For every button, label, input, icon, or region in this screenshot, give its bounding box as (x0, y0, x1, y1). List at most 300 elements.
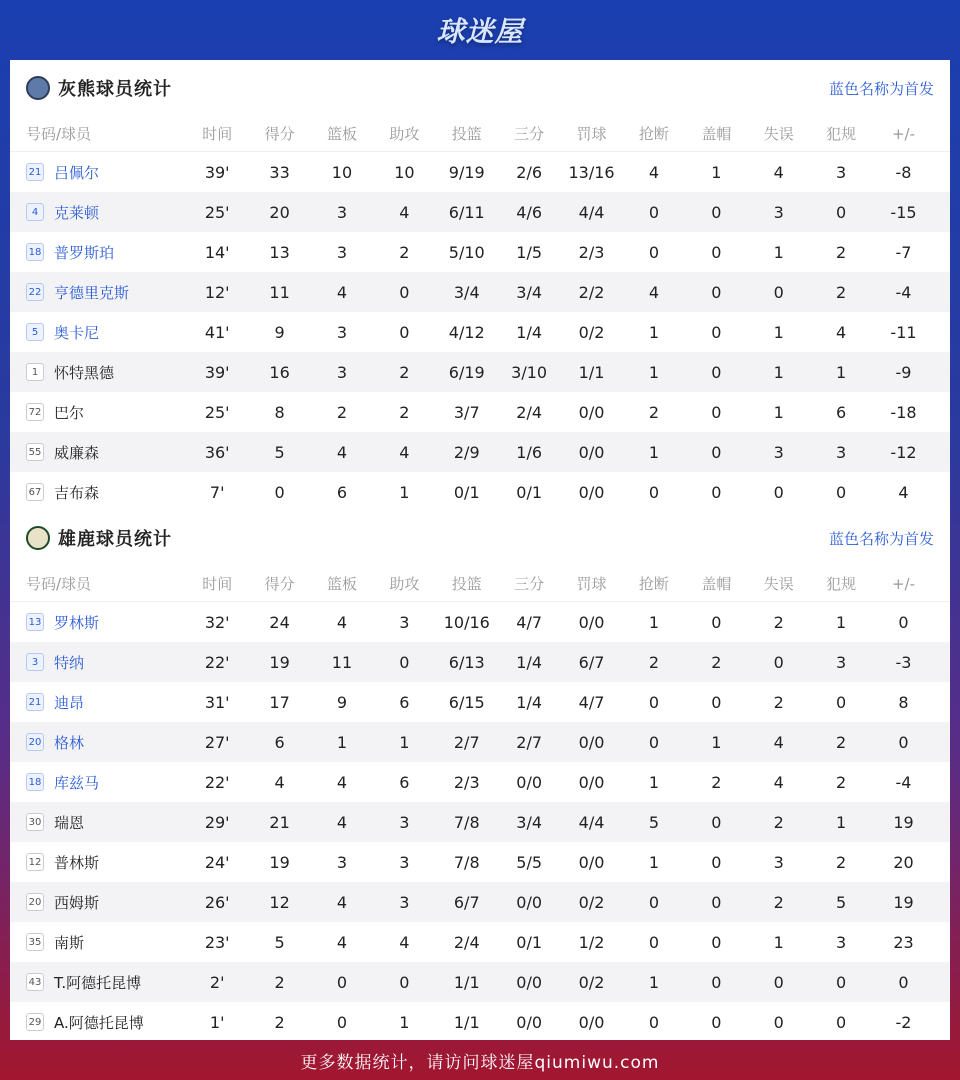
player-cell (10, 732, 186, 753)
stat-cell: 19 (269, 652, 290, 672)
player-cell (10, 162, 186, 183)
stat-cell: 2 (711, 652, 722, 672)
player-row[interactable] (10, 352, 950, 392)
player-row[interactable] (10, 642, 950, 682)
jersey-number-badge: 67 (26, 483, 44, 501)
player-row[interactable] (10, 312, 950, 352)
stat-cell: -18 (890, 402, 917, 422)
stat-cell: 2/4 (453, 932, 480, 952)
stat-cell: 0/0 (578, 772, 605, 792)
jersey-number-badge: 29 (26, 1013, 44, 1031)
player-name-link[interactable]: 奥卡尼 (54, 323, 100, 342)
column-header: 三分 (514, 575, 545, 593)
stat-cell: 2 (399, 242, 410, 262)
player-cell (10, 282, 186, 303)
player-row[interactable] (10, 472, 950, 512)
stat-cell: 0/0 (578, 1012, 605, 1032)
stat-cell: 3 (836, 162, 847, 182)
stat-cell: 0/0 (578, 482, 605, 502)
stat-cell: 0 (648, 932, 660, 952)
jersey-number-badge: 18 (26, 243, 44, 261)
stat-cell: 2 (274, 972, 285, 992)
stat-cell: -4 (895, 282, 912, 302)
stat-cell: 0 (773, 652, 784, 672)
stat-cell: 2/4 (516, 402, 543, 422)
column-header-row (10, 116, 950, 152)
stat-cell: 4 (399, 202, 410, 222)
stat-cell: 2 (836, 242, 847, 262)
stat-cell: 2/9 (453, 442, 480, 462)
stat-cell: 4/6 (516, 202, 543, 222)
jersey-number-badge: 20 (26, 733, 44, 751)
player-name-link[interactable]: 普林斯 (54, 853, 100, 872)
player-row[interactable] (10, 432, 950, 472)
header-bar (0, 0, 960, 60)
stat-cell: 3 (773, 202, 784, 222)
player-name-link[interactable]: 克莱顿 (54, 203, 100, 222)
stat-cell: 3 (836, 652, 847, 672)
stat-cell: 4 (274, 772, 285, 792)
column-header: 得分 (264, 125, 295, 143)
stat-cell: 0 (648, 482, 660, 502)
player-name-link[interactable]: T.阿德托昆博 (54, 973, 142, 992)
stat-cell: 3 (336, 362, 348, 382)
stat-cell: 3 (336, 852, 348, 872)
player-cell (10, 322, 186, 343)
player-name-link[interactable]: 吉布森 (54, 483, 100, 502)
player-row[interactable] (10, 842, 950, 882)
stat-cell: 2/7 (516, 732, 543, 752)
footer-text: 更多数据统计，请访问球迷屋qiumiwu.com (300, 1052, 660, 1073)
player-name-link[interactable]: 吕佩尔 (54, 163, 100, 182)
stat-cell: 4 (399, 932, 410, 952)
stat-cell: 1/1 (578, 362, 605, 382)
player-row[interactable] (10, 682, 950, 722)
player-cell (10, 1012, 186, 1033)
team-title: 雄鹿球员统计 (58, 529, 172, 550)
stat-cell: 8 (898, 692, 909, 712)
stat-cell: 1 (773, 932, 784, 952)
stat-cell: 2/2 (578, 282, 605, 302)
jersey-number-badge: 20 (26, 893, 44, 911)
player-name-link[interactable]: 南斯 (54, 933, 85, 952)
player-row[interactable] (10, 1002, 950, 1042)
stat-cell: 2 (773, 892, 784, 912)
jersey-number-badge: 13 (26, 613, 44, 631)
stat-cell: 26' (204, 892, 230, 912)
jersey-number-badge: 55 (26, 443, 44, 461)
stat-cell: 0 (711, 1012, 722, 1032)
column-header: 三分 (514, 125, 545, 143)
stat-cell: 0 (648, 1012, 660, 1032)
stat-cell: 0 (399, 652, 410, 672)
player-row[interactable] (10, 762, 950, 802)
stat-cell: 27' (204, 732, 230, 752)
stat-cell: 1 (399, 1012, 410, 1032)
stat-cell: 13 (269, 242, 290, 262)
stat-cell: 31' (204, 692, 230, 712)
player-row[interactable] (10, 722, 950, 762)
stat-cell: 7/8 (453, 812, 480, 832)
stat-cell: 1 (399, 482, 410, 502)
stat-cell: 1/4 (516, 692, 543, 712)
column-header: 抢断 (638, 125, 669, 143)
column-header: 失误 (763, 575, 794, 593)
player-cell (10, 402, 186, 423)
stat-cell: 4/12 (448, 322, 485, 342)
stat-cell: 23' (204, 932, 230, 952)
stat-cell: 6/15 (448, 692, 485, 712)
stat-cell: 0/0 (516, 892, 543, 912)
jersey-number-badge: 21 (26, 693, 44, 711)
stat-cell: 0 (711, 362, 722, 382)
stat-cell: 0 (711, 322, 722, 342)
stats-card (10, 60, 950, 1040)
stat-cell: 7' (209, 482, 225, 502)
stat-cell: 5 (274, 442, 285, 462)
stat-cell: 1/1 (453, 1012, 480, 1032)
stat-cell: 0 (711, 612, 722, 632)
stat-cell: 3/4 (453, 282, 480, 302)
stat-cell: -7 (895, 242, 912, 262)
stat-cell: 0 (399, 282, 410, 302)
stat-cell: 10 (331, 162, 353, 182)
stat-cell: 0 (773, 972, 784, 992)
column-header: 助攻 (389, 575, 420, 593)
stat-cell: 4 (773, 162, 784, 182)
stat-cell: 0 (711, 692, 722, 712)
stat-cell: 0 (648, 892, 660, 912)
column-header: 助攻 (389, 125, 420, 143)
jersey-number-badge: 5 (26, 323, 44, 341)
stat-cell: 0 (711, 892, 722, 912)
stat-cell: 1 (336, 732, 348, 752)
stat-cell: 6 (336, 482, 348, 502)
player-cell (10, 482, 186, 503)
column-header: 盖帽 (701, 575, 732, 593)
jersey-number-badge: 21 (26, 163, 44, 181)
stat-cell: 22' (204, 772, 230, 792)
starter-note: 蓝色名称为首发 (828, 529, 934, 548)
stat-cell: 0 (711, 812, 722, 832)
stat-cell: 0/2 (578, 892, 605, 912)
column-header: 抢断 (638, 575, 669, 593)
stat-cell: 0 (711, 852, 722, 872)
stat-cell: 1 (648, 612, 660, 632)
stat-cell: 2/3 (578, 242, 605, 262)
stat-cell: -9 (895, 362, 912, 382)
player-name-link[interactable]: 迪昂 (54, 693, 85, 712)
stat-cell: 2 (274, 1012, 285, 1032)
player-name-link[interactable]: 怀特黑德 (54, 363, 115, 382)
stat-cell: 4 (336, 442, 348, 462)
stat-cell: 20 (893, 852, 914, 872)
stat-cell: 0/2 (578, 972, 605, 992)
column-header: 号码/球员 (26, 575, 92, 593)
stat-cell: 2 (836, 852, 847, 872)
stat-cell: 1 (648, 772, 660, 792)
player-name-link[interactable]: 巴尔 (54, 403, 85, 422)
stat-cell: 19 (893, 892, 914, 912)
column-header: 盖帽 (701, 125, 732, 143)
stat-cell: 1 (648, 972, 660, 992)
player-row[interactable] (10, 882, 950, 922)
player-cell (10, 932, 186, 953)
player-cell (10, 972, 186, 993)
stat-cell: 0/0 (578, 732, 605, 752)
player-cell (10, 652, 186, 673)
stat-cell: 4 (336, 932, 348, 952)
player-row[interactable] (10, 272, 950, 312)
stat-cell: 0/0 (516, 1012, 543, 1032)
player-name-link[interactable]: 特纳 (54, 653, 85, 672)
stat-cell: 6/11 (448, 202, 485, 222)
stat-cell: 22' (204, 652, 230, 672)
stat-cell: 6/7 (453, 892, 480, 912)
player-row[interactable] (10, 192, 950, 232)
player-row[interactable] (10, 392, 950, 432)
stat-cell: 3 (399, 892, 410, 912)
stat-cell: 2/7 (453, 732, 480, 752)
stat-cell: 6 (399, 692, 410, 712)
stat-cell: 0 (711, 202, 722, 222)
stat-cell: 6 (836, 402, 847, 422)
stat-cell: 0 (836, 202, 847, 222)
stat-cell: 0/0 (516, 972, 543, 992)
player-cell (10, 812, 186, 833)
stat-cell: 12' (204, 282, 230, 302)
stat-cell: 4/7 (516, 612, 543, 632)
player-row[interactable] (10, 152, 950, 192)
stat-cell: 1 (648, 362, 660, 382)
player-cell (10, 242, 186, 263)
player-cell (10, 892, 186, 913)
stat-cell: 4/4 (578, 202, 605, 222)
stat-cell: 3 (336, 242, 348, 262)
stat-cell: 4 (898, 482, 909, 502)
stat-cell: 0 (836, 692, 847, 712)
jersey-number-badge: 4 (26, 203, 44, 221)
stat-cell: 4 (336, 282, 348, 302)
player-name-link[interactable]: 罗林斯 (54, 613, 100, 632)
player-name-link[interactable]: A.阿德托昆博 (54, 1013, 144, 1032)
stat-cell: 6 (399, 772, 410, 792)
stat-cell: 6/7 (578, 652, 605, 672)
stat-cell: 0/0 (578, 852, 605, 872)
stat-cell: 2 (648, 402, 660, 422)
stat-cell: 9 (274, 322, 285, 342)
stat-cell: 2 (399, 362, 410, 382)
stat-cell: 23 (893, 932, 914, 952)
player-row[interactable] (10, 962, 950, 1002)
stat-cell: 3 (773, 852, 784, 872)
column-header: 篮板 (326, 575, 357, 593)
stat-cell: 1/1 (453, 972, 480, 992)
player-row[interactable] (10, 802, 950, 842)
stat-cell: 5 (274, 932, 285, 952)
player-name-link[interactable]: 瑞恩 (54, 813, 85, 832)
stat-cell: 3/4 (516, 812, 543, 832)
stat-cell: -15 (890, 202, 917, 222)
stat-cell: 3/7 (453, 402, 480, 422)
player-name-link[interactable]: 威廉森 (54, 443, 100, 462)
stat-cell: 39' (204, 362, 230, 382)
stat-cell: 25' (204, 402, 230, 422)
team-title-wrap (26, 75, 172, 101)
column-header: 投篮 (451, 575, 482, 593)
stat-cell: -2 (895, 1012, 912, 1032)
footer-bar (0, 1040, 960, 1080)
jersey-number-badge: 12 (26, 853, 44, 871)
player-row[interactable] (10, 232, 950, 272)
player-cell (10, 772, 186, 793)
stat-cell: 8 (274, 402, 285, 422)
column-header: 得分 (264, 575, 295, 593)
stat-cell: 2' (209, 972, 225, 992)
stat-cell: 0/2 (578, 322, 605, 342)
jersey-number-badge: 35 (26, 933, 44, 951)
jersey-number-badge: 72 (26, 403, 44, 421)
stat-cell: 1 (648, 442, 660, 462)
stat-cell: 0/0 (578, 402, 605, 422)
player-row[interactable] (10, 922, 950, 962)
stat-cell: 2 (773, 612, 784, 632)
stat-cell: 3 (399, 812, 410, 832)
stat-cell: 9 (336, 692, 348, 712)
stat-cell: 7/8 (453, 852, 480, 872)
stat-cell: 3 (336, 322, 348, 342)
stat-cell: 4 (336, 612, 348, 632)
stat-cell: 1/5 (516, 242, 543, 262)
stat-cell: 2/6 (516, 162, 543, 182)
stat-cell: 16 (269, 362, 290, 382)
stat-cell: -12 (890, 442, 917, 462)
column-header: +/- (891, 124, 916, 143)
stat-cell: -11 (890, 322, 917, 342)
stat-cell: 5/10 (448, 242, 485, 262)
stat-cell: 5/5 (516, 852, 543, 872)
player-cell (10, 612, 186, 633)
stat-cell: 0 (773, 282, 784, 302)
column-header: 时间 (202, 125, 233, 143)
stat-cell: 3 (836, 442, 847, 462)
stat-cell: 2 (648, 652, 660, 672)
stat-cell: 0 (711, 282, 722, 302)
stat-cell: 0 (399, 972, 410, 992)
stat-cell: 1/2 (578, 932, 605, 952)
brand-logo: 球迷屋 (436, 15, 524, 48)
stat-cell: 24' (204, 852, 230, 872)
stat-cell: 0 (648, 202, 660, 222)
player-cell (10, 852, 186, 873)
column-header: 罚球 (576, 125, 607, 143)
stat-cell: 21 (269, 812, 290, 832)
player-name-link[interactable]: 库兹马 (54, 773, 100, 792)
column-header-row (10, 566, 950, 602)
stat-cell: 2 (399, 402, 410, 422)
player-name-link[interactable]: 普罗斯珀 (54, 243, 115, 262)
column-header: 号码/球员 (26, 125, 92, 143)
stat-cell: 0 (836, 972, 847, 992)
player-cell (10, 442, 186, 463)
team-header (10, 60, 950, 116)
stat-cell: 6/13 (448, 652, 485, 672)
stat-cell: 2/3 (453, 772, 480, 792)
stat-cell: 0 (274, 482, 285, 502)
stat-cell: 6 (274, 732, 285, 752)
stat-cell: 4 (836, 322, 847, 342)
stat-cell: 33 (269, 162, 290, 182)
stat-cell: 20 (269, 202, 290, 222)
column-header: 时间 (202, 575, 233, 593)
stat-cell: 1 (836, 362, 847, 382)
player-cell (10, 362, 186, 383)
stat-cell: 4 (336, 892, 348, 912)
stat-cell: 4/4 (578, 812, 605, 832)
starter-note: 蓝色名称为首发 (828, 79, 934, 98)
stat-cell: 4 (773, 732, 784, 752)
stat-cell: 0 (898, 612, 909, 632)
stat-cell: 1 (773, 362, 784, 382)
stat-cell: 13/16 (568, 162, 615, 182)
stat-cell: 1/4 (516, 652, 543, 672)
column-header: 篮板 (326, 125, 357, 143)
player-name-link[interactable]: 西姆斯 (54, 893, 100, 912)
stat-cell: 0/1 (516, 482, 543, 502)
stat-cell: 41' (204, 322, 230, 342)
stat-cell: 0 (336, 972, 348, 992)
stat-cell: 0 (648, 732, 660, 752)
team-title-wrap (26, 525, 172, 551)
grizzlies-logo-icon (26, 76, 50, 100)
stat-cell: 1 (711, 162, 722, 182)
stat-cell: 3 (399, 612, 410, 632)
column-header: +/- (891, 574, 916, 593)
stat-cell: 0 (648, 242, 660, 262)
stat-cell: -8 (895, 162, 912, 182)
stat-cell: 10/16 (443, 612, 490, 632)
stat-cell: 11 (331, 652, 353, 672)
player-row[interactable] (10, 602, 950, 642)
stat-cell: 2 (836, 732, 847, 752)
stat-cell: 32' (204, 612, 230, 632)
jersey-number-badge: 22 (26, 283, 44, 301)
player-name-link[interactable]: 亨德里克斯 (54, 283, 130, 302)
stat-cell: 19 (269, 852, 290, 872)
stat-cell: 6/19 (448, 362, 485, 382)
stat-cell: 39' (204, 162, 230, 182)
column-header: 失误 (763, 125, 794, 143)
player-name-link[interactable]: 格林 (54, 733, 85, 752)
stat-cell: 1 (399, 732, 410, 752)
column-header: 罚球 (576, 575, 607, 593)
stat-cell: 11 (269, 282, 290, 302)
player-cell (10, 692, 186, 713)
stat-cell: 1 (836, 612, 847, 632)
stat-cell: 3/4 (516, 282, 543, 302)
stat-cell: -4 (895, 772, 912, 792)
stat-cell: 0 (773, 482, 784, 502)
column-header: 犯规 (826, 125, 857, 143)
team-header (10, 510, 950, 566)
stat-cell: 36' (204, 442, 230, 462)
stat-cell: 4 (399, 442, 410, 462)
stat-cell: 0 (648, 692, 660, 712)
stat-cell: 1/6 (516, 442, 543, 462)
stat-cell: 2 (773, 812, 784, 832)
stat-cell: 0 (711, 242, 722, 262)
stat-cell: 29' (204, 812, 230, 832)
